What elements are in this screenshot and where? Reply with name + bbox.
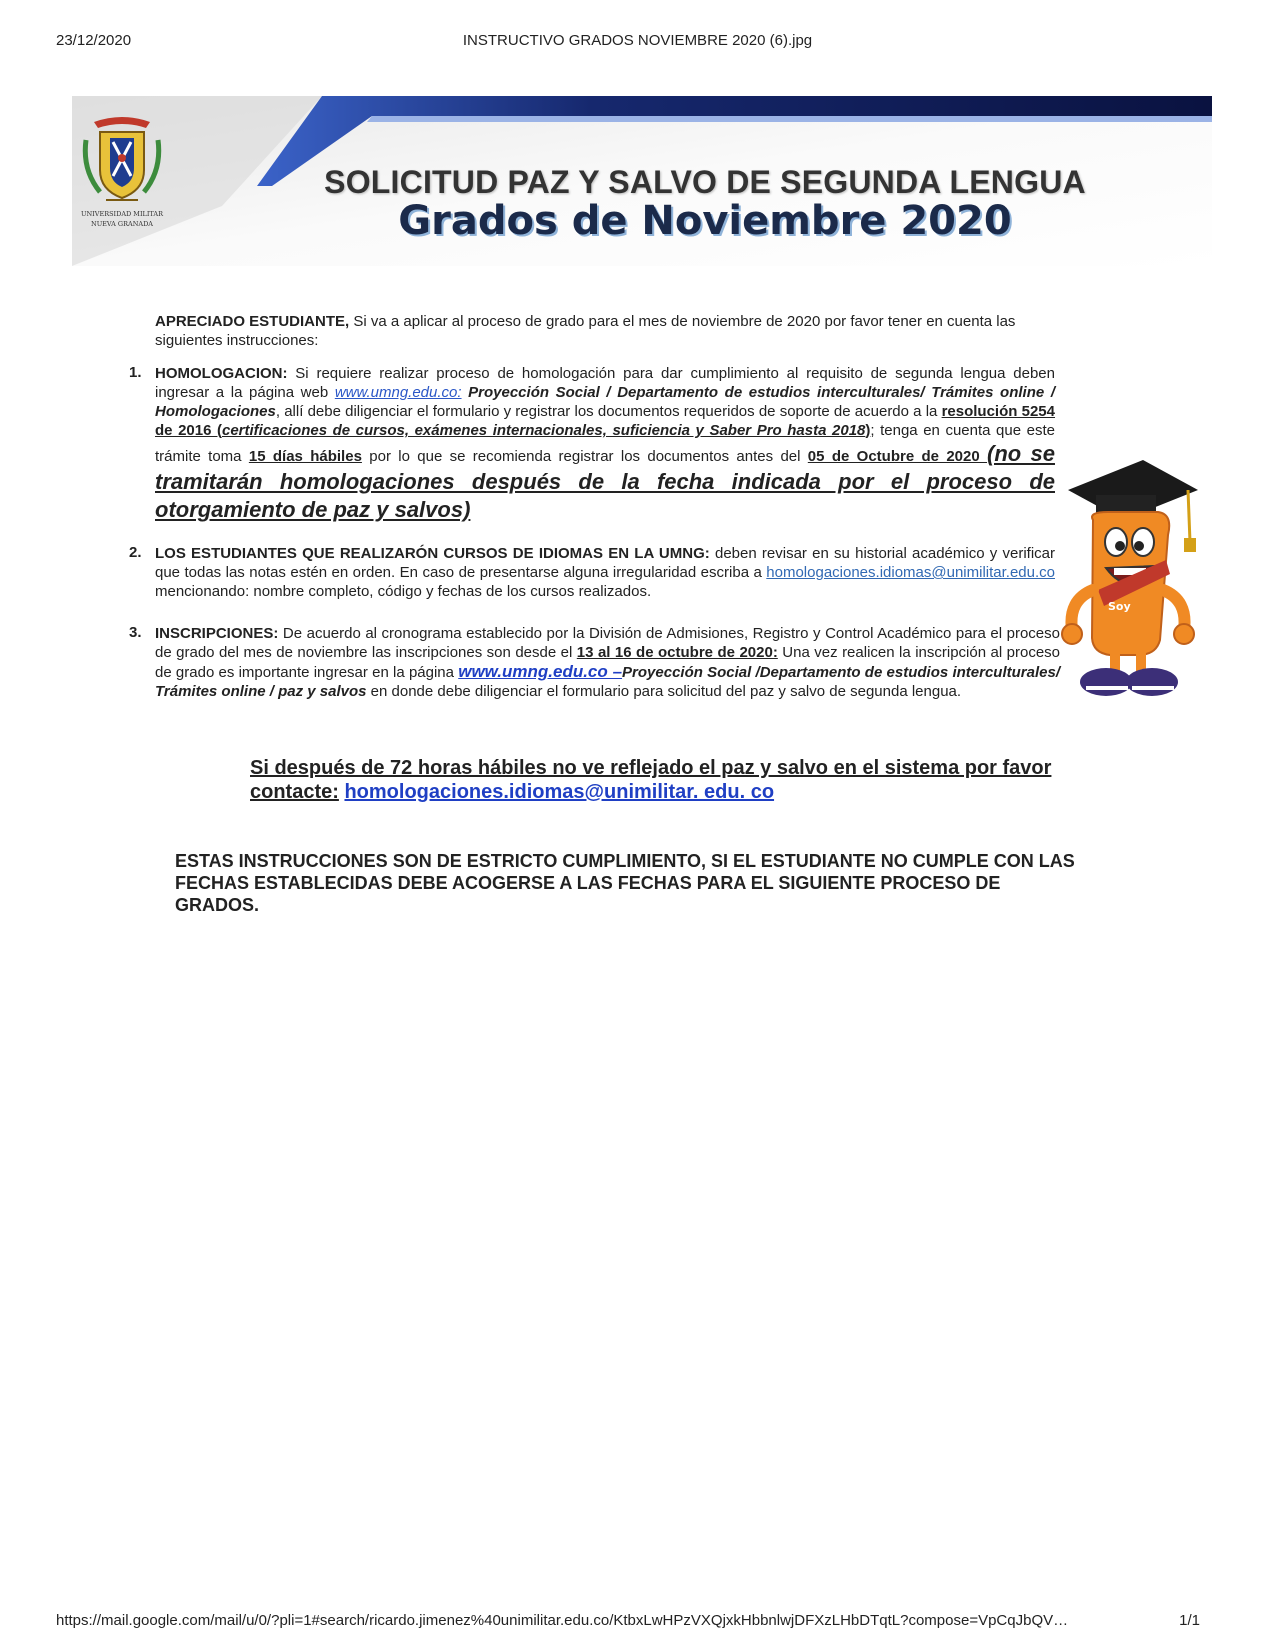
contact-notice: [250, 756, 1070, 804]
svg-text:NUEVA GRANADA: NUEVA GRANADA: [91, 220, 153, 228]
item1-resolution: resolución 5254 de 2016 (certificaciones de cursos, exámenes internacionales, suficiencia y Saber Pro hasta 2018): [155, 403, 1055, 439]
print-date: 23/12/2020: [56, 32, 132, 49]
contact-text: Si después de 72 horas hábiles no ve reflejado el paz y salvo en el sistema por favor contacte:: [250, 757, 1052, 803]
item1-text-d: por lo que se recomienda registrar los documentos antes del: [361, 448, 808, 465]
item-number-2: 2.: [129, 544, 142, 561]
graduate-mascot: [1048, 450, 1208, 720]
item3-text-a: De acuerdo al cronograma establecido por la División de Admisiones, Registro y Control Académico para el proceso de grado del mes de noviembre las inscripciones son desde el: [155, 625, 1060, 661]
umng-link-2[interactable]: www.umng.edu.co –: [458, 662, 623, 681]
intro-text: Si va a aplicar al proceso de grado para el mes de noviembre de 2020 por favor tener en cuenta las siguientes instrucciones:: [155, 313, 1016, 349]
compliance-warning: ESTAS INSTRUCCIONES SON DE ESTRICTO CUMPLIMIENTO, SI EL ESTUDIANTE NO CUMPLE CON LAS FECHAS ESTABLECIDAS DEBE ACOGERSE A LAS FECHAS PARA EL SIGUIENTE PROCESO DE GRADOS.: [175, 851, 1075, 915]
item1-text-a: Si requiere realizar proceso de homologación para dar cumplimiento al requisito de segunda lengua deben ingresar a la página web: [155, 365, 1055, 401]
item-number-1: 1.: [129, 364, 142, 381]
intro-lead: APRECIADO ESTUDIANTE,: [155, 313, 350, 330]
contact-email-link[interactable]: homologaciones.idiomas@unimilitar. edu. co: [344, 781, 775, 803]
svg-text:Soy: Soy: [1108, 600, 1131, 613]
item3-text-b: Una vez realicen la inscripción al proceso de grado es importante ingresar en la página: [155, 644, 1061, 681]
item-inscripciones: [155, 624, 1060, 701]
item1-heading: HOMOLOGACION:: [155, 365, 288, 382]
svg-text:UNIVERSIDAD MILITAR: UNIVERSIDAD MILITAR: [81, 210, 163, 218]
item1-notice: (no se tramitarán homologaciones después de la fecha indicada por el proceso de otorgamiento de paz y salvos): [155, 441, 1055, 522]
item1-days: 15 días hábiles: [248, 448, 362, 465]
university-logo: [80, 110, 164, 234]
item2-text-a: deben revisar en su historial académico y verificar que todas las notas estén en orden. En caso de presentarse alguna irregularidad escriba a: [155, 545, 1055, 581]
item3-heading: INSCRIPCIONES:: [155, 625, 279, 642]
item3-dates: 13 al 16 de octubre de 2020:: [576, 644, 778, 661]
document-title: SOLICITUD PAZ Y SALVO DE SEGUNDA LENGUA: [324, 164, 1086, 200]
item1-deadline: 05 de Octubre de 2020: [807, 448, 988, 465]
intro-paragraph: [155, 312, 1035, 350]
item1-path: Proyección Social / Departamento de estudios interculturales/ Trámites online / Homologaciones: [155, 384, 1055, 420]
print-title: INSTRUCTIVO GRADOS NOVIEMBRE 2020 (6).jpg: [462, 32, 813, 49]
print-page-number: 1/1: [1179, 1612, 1200, 1629]
homologaciones-email-link[interactable]: homologaciones.idiomas@unimilitar.edu.co: [766, 564, 1055, 581]
umng-link-1[interactable]: www.umng.edu.co:: [334, 384, 462, 401]
item3-text-c: en donde debe diligenciar el formulario para solicitud del paz y salvo de segunda lengua.: [366, 683, 962, 700]
item3-path: Proyección Social /Departamento de estudios interculturales/ Trámites online / paz y salvos: [155, 664, 1060, 700]
item1-text-c: ; tenga en cuenta que este trámite toma: [155, 422, 1055, 465]
item-number-3: 3.: [129, 624, 142, 641]
print-url: https://mail.google.com/mail/u/0/?pli=1#search/ricardo.jimenez%40unimilitar.edu.co/KtbxLwHPzVXQjxkHbbnlwjDFXzLHbDTqtL?compose=VpCqJbQV…: [56, 1612, 1069, 1629]
item1-text-b: , allí debe diligenciar el formulario y registrar los documentos requeridos de soporte de acuerdo a la: [275, 403, 942, 420]
item-cursos-idiomas: [155, 544, 1055, 601]
item-homologacion: [155, 364, 1055, 524]
item2-text-b: mencionando: nombre completo, código y fechas de los cursos realizados.: [155, 583, 652, 600]
document-subtitle: Grados de Noviembre 2020: [398, 198, 1012, 244]
item2-heading: LOS ESTUDIANTES QUE REALIZARÓN CURSOS DE IDIOMAS EN LA UMNG:: [155, 545, 710, 562]
